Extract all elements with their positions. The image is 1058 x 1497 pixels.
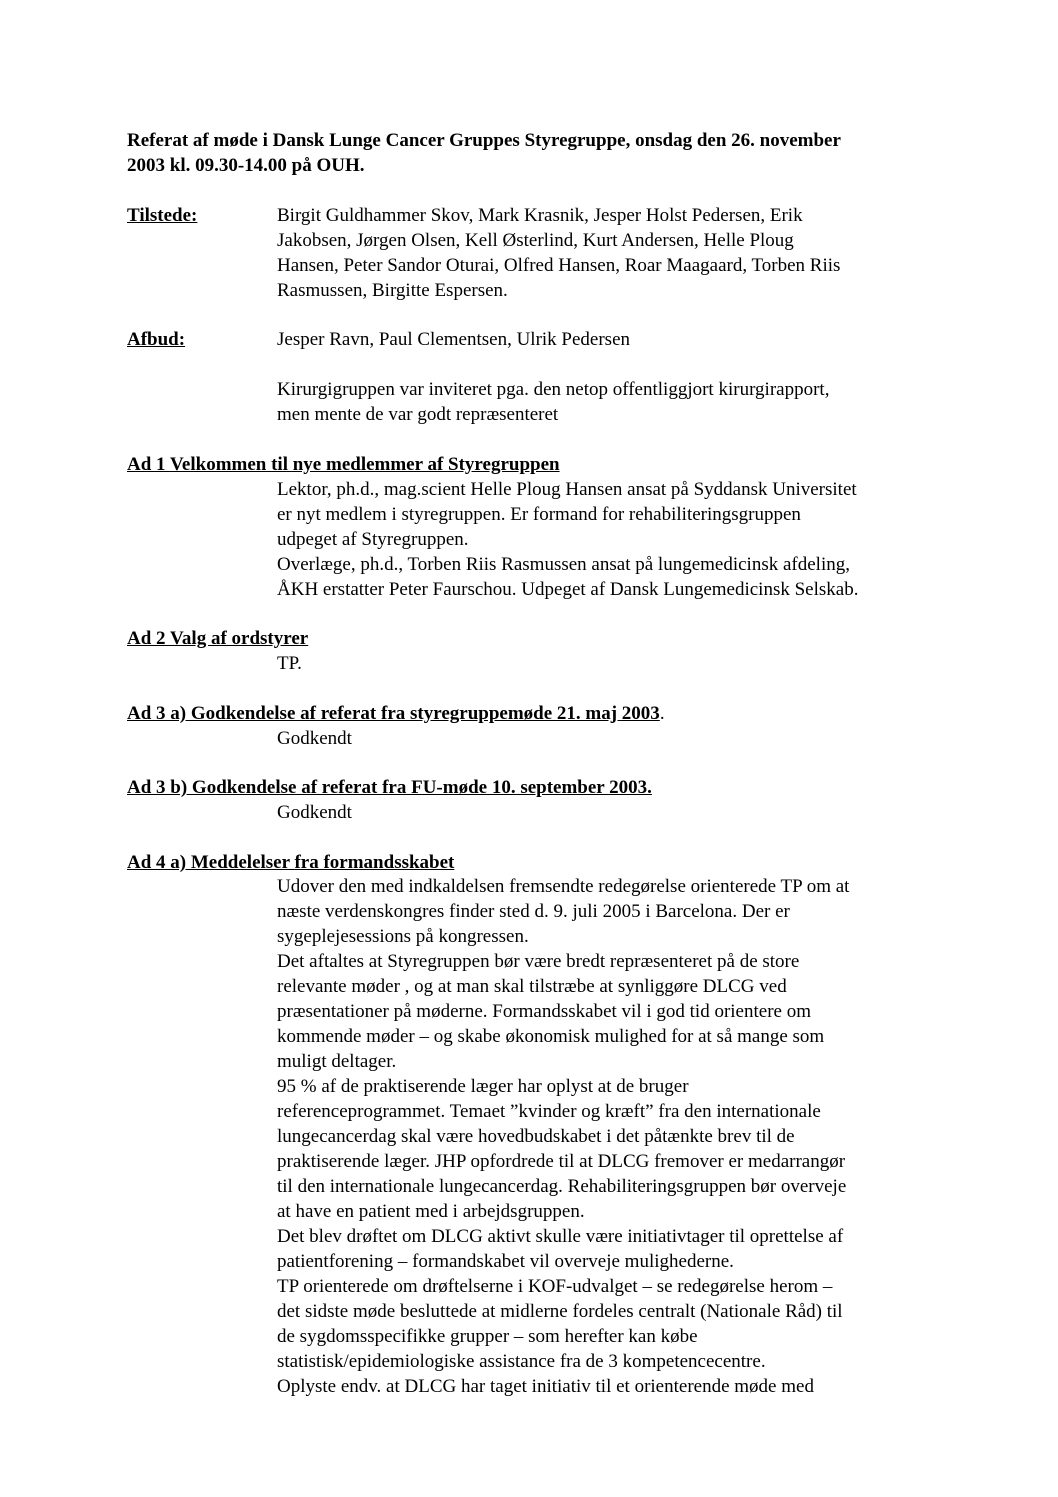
ad3a-heading-suffix: . — [659, 703, 665, 724]
absent-note-line: men mente de var godt repræsenteret — [277, 404, 559, 425]
ad4a-line: kommende møder – og skabe økonomisk mulighed for at så mange som — [277, 1026, 825, 1047]
absent-note — [277, 377, 957, 427]
ad2-body — [277, 651, 957, 676]
ad4a-line: 95 % af de praktiserende læger har oplyst at de bruger — [277, 1076, 689, 1097]
attendees-line: Rasmussen, Birgitte Espersen. — [277, 280, 508, 301]
ad4a-line: muligt deltager. — [277, 1051, 397, 1072]
ad4a-line: TP orienterede om drøftelserne i KOF-udvalget – se redegørelse herom – — [277, 1276, 833, 1297]
absent-label: Afbud: — [127, 329, 186, 350]
ad1-line: Overlæge, ph.d., Torben Riis Rasmussen ansat på lungemedicinsk afdeling, — [277, 554, 850, 575]
ad1-line: Lektor, ph.d., mag.scient Helle Ploug Hansen ansat på Syddansk Universitet — [277, 479, 857, 500]
ad4a-body — [277, 874, 957, 1399]
ad4a-line: relevante møder , og at man skal tilstræbe at synliggøre DLCG ved — [277, 976, 787, 997]
ad1-line: ÅKH erstatter Peter Faurschou. Udpeget af Dansk Lungemedicinsk Selskab. — [277, 579, 859, 600]
ad4a-line: Udover den med indkaldelsen fremsendte redegørelse orienterede TP om at — [277, 876, 850, 897]
ad3b-body — [277, 800, 957, 825]
ad3a-body — [277, 726, 957, 751]
ad4a-line: at have en patient med i arbejdsgruppen. — [277, 1201, 585, 1222]
section-heading-ad1 — [127, 452, 560, 477]
ad3b-heading-text: Ad 3 b) Godkendelse af referat fra FU-møde 10. september 2003. — [127, 777, 652, 798]
attendees-line: Jakobsen, Jørgen Olsen, Kell Østerlind, Kurt Andersen, Helle Ploug — [277, 230, 794, 251]
attendees-text — [277, 203, 937, 303]
ad4a-line: referenceprogrammet. Temaet ”kvinder og kræft” fra den internationale — [277, 1101, 821, 1122]
title-line-1: Referat af møde i Dansk Lunge Cancer Gruppes Styregruppe, onsdag den 26. november — [127, 130, 841, 151]
ad4a-line: næste verdenskongres finder sted d. 9. juli 2005 i Barcelona. Der er — [277, 901, 790, 922]
ad2-text: TP. — [277, 653, 302, 674]
ad1-line: udpeget af Styregruppen. — [277, 529, 469, 550]
ad4a-line: Det aftaltes at Styregruppen bør være bredt repræsenteret på de store — [277, 951, 800, 972]
section-heading-ad3a — [127, 701, 665, 726]
absent-names — [277, 327, 937, 352]
ad4a-line: de sygdomsspecifikke grupper – som herefter kan købe — [277, 1326, 698, 1347]
absent-names-line: Jesper Ravn, Paul Clementsen, Ulrik Pedersen — [277, 329, 631, 350]
ad2-heading-text: Ad 2 Valg af ordstyrer — [127, 628, 309, 649]
ad4a-line: Oplyste endv. at DLCG har taget initiativ til et orienterende møde med — [277, 1376, 814, 1397]
section-heading-ad4a — [127, 850, 454, 875]
ad1-line: er nyt medlem i styregruppen. Er formand for rehabiliteringsgruppen — [277, 504, 801, 525]
ad4a-line: praktiserende læger. JHP opfordrede til at DLCG fremover er medarrangør — [277, 1151, 846, 1172]
ad3a-heading-text: Ad 3 a) Godkendelse af referat fra styregruppemøde 21. maj 2003 — [127, 703, 660, 724]
title-line-2: 2003 kl. 09.30-14.00 på OUH. — [127, 155, 365, 176]
document-title — [127, 128, 947, 178]
ad4a-line: patientforening – formandskabet vil overveje mulighederne. — [277, 1251, 734, 1272]
ad4a-line: præsentationer på møderne. Formandsskabet vil i god tid orientere om — [277, 1001, 811, 1022]
absent-note-line: Kirurgigruppen var inviteret pga. den netop offentliggjort kirurgirapport, — [277, 379, 830, 400]
attendees-label: Tilstede: — [127, 205, 198, 226]
ad4a-line: statistisk/epidemiologiske assistance fra de 3 kompetencecentre. — [277, 1351, 766, 1372]
attendees-line: Birgit Guldhammer Skov, Mark Krasnik, Jesper Holst Pedersen, Erik — [277, 205, 803, 226]
ad1-body — [277, 477, 957, 602]
ad4a-line: det sidste møde besluttede at midlerne fordeles centralt (Nationale Råd) til — [277, 1301, 843, 1322]
ad4a-line: til den internationale lungecancerdag. Rehabiliteringsgruppen bør overveje — [277, 1176, 847, 1197]
ad1-heading-text: Ad 1 Velkommen til nye medlemmer af Styregruppen — [127, 454, 560, 475]
section-heading-ad3b — [127, 775, 652, 800]
attendees-line: Hansen, Peter Sandor Oturai, Olfred Hansen, Roar Maagaard, Torben Riis — [277, 255, 841, 276]
ad3b-text: Godkendt — [277, 802, 352, 823]
ad4a-line: Det blev drøftet om DLCG aktivt skulle være initiativtager til oprettelse af — [277, 1226, 844, 1247]
ad4a-line: lungecancerdag skal være hovedbudskabet i det påtænkte brev til de — [277, 1126, 795, 1147]
section-heading-ad2 — [127, 626, 308, 651]
ad3a-text: Godkendt — [277, 728, 352, 749]
ad4a-heading-text: Ad 4 a) Meddelelser fra formandsskabet — [127, 852, 455, 873]
ad4a-line: sygeplejesessions på kongressen. — [277, 926, 529, 947]
